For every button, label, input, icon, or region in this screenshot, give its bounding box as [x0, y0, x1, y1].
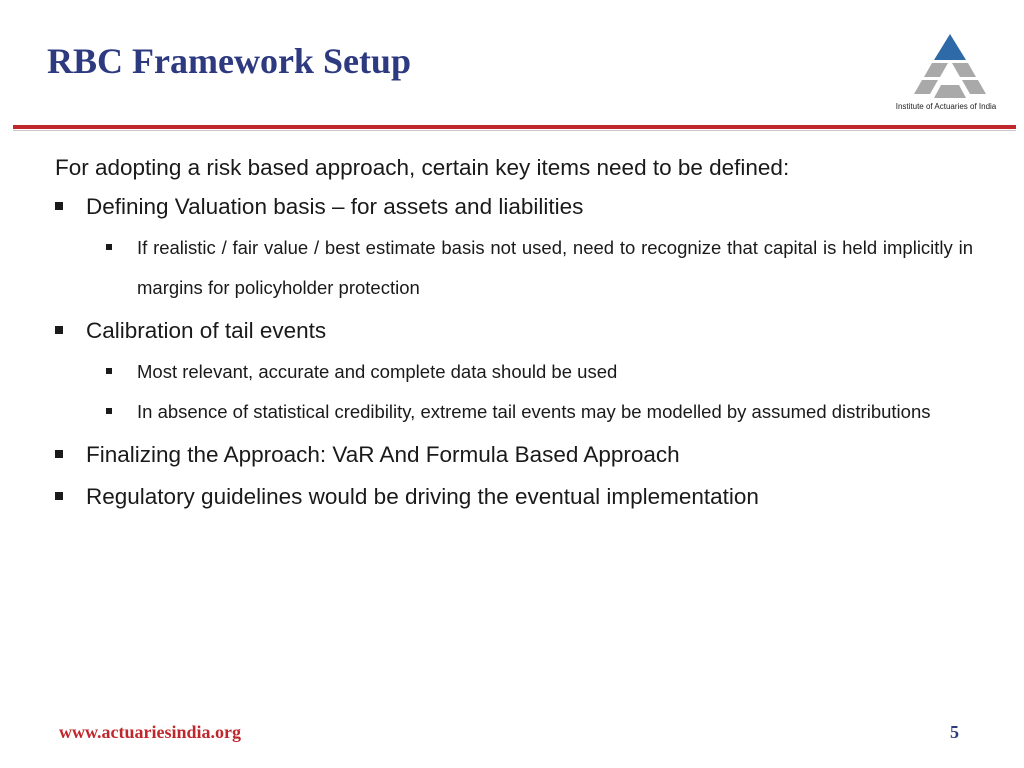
slide-title: RBC Framework Setup: [47, 41, 411, 81]
sub-list-item: [106, 392, 973, 432]
list-item: [55, 310, 973, 352]
bullet-text: Regulatory guidelines would be driving the eventual implementation: [86, 484, 759, 509]
sub-bullet-text: If realistic / fair value / best estimate basis not used, need to recognize that capital is held implicitly in margins for policyholder protection: [137, 237, 973, 298]
page-number: 5: [950, 722, 959, 742]
sub-list: [55, 352, 973, 432]
sub-list: [55, 228, 973, 308]
square-bullet-icon: [106, 408, 112, 414]
footer-website-link[interactable]: www.actuariesindia.org: [59, 722, 241, 742]
square-bullet-icon: [55, 450, 63, 458]
logo-caption: Institute of Actuaries of India: [895, 102, 997, 111]
bullet-text: Calibration of tail events: [86, 318, 327, 343]
sub-list-item: [106, 228, 973, 308]
square-bullet-icon: [55, 202, 63, 210]
list-item: [55, 434, 973, 476]
sub-bullet-text: In absence of statistical credibility, extreme tail events may be modelled by assumed distributions: [137, 401, 931, 422]
header-rule-grey: [13, 130, 1016, 131]
square-bullet-icon: [106, 368, 112, 374]
header-rule-red: [13, 125, 1016, 129]
intro-text: For adopting a risk based approach, certain key items need to be defined:: [55, 155, 790, 180]
square-bullet-icon: [55, 326, 63, 334]
bullet-list: [55, 186, 973, 518]
sub-bullet-text: Most relevant, accurate and complete data should be used: [137, 361, 618, 382]
slide-body: [55, 150, 973, 518]
bullet-text: Defining Valuation basis – for assets and liabilities: [86, 194, 584, 219]
list-item: [55, 186, 973, 228]
square-bullet-icon: [106, 244, 112, 250]
sub-list-item: [106, 352, 973, 392]
bullet-text: Finalizing the Approach: VaR And Formula Based Approach: [86, 442, 680, 467]
list-item: [55, 476, 973, 518]
square-bullet-icon: [55, 492, 63, 500]
